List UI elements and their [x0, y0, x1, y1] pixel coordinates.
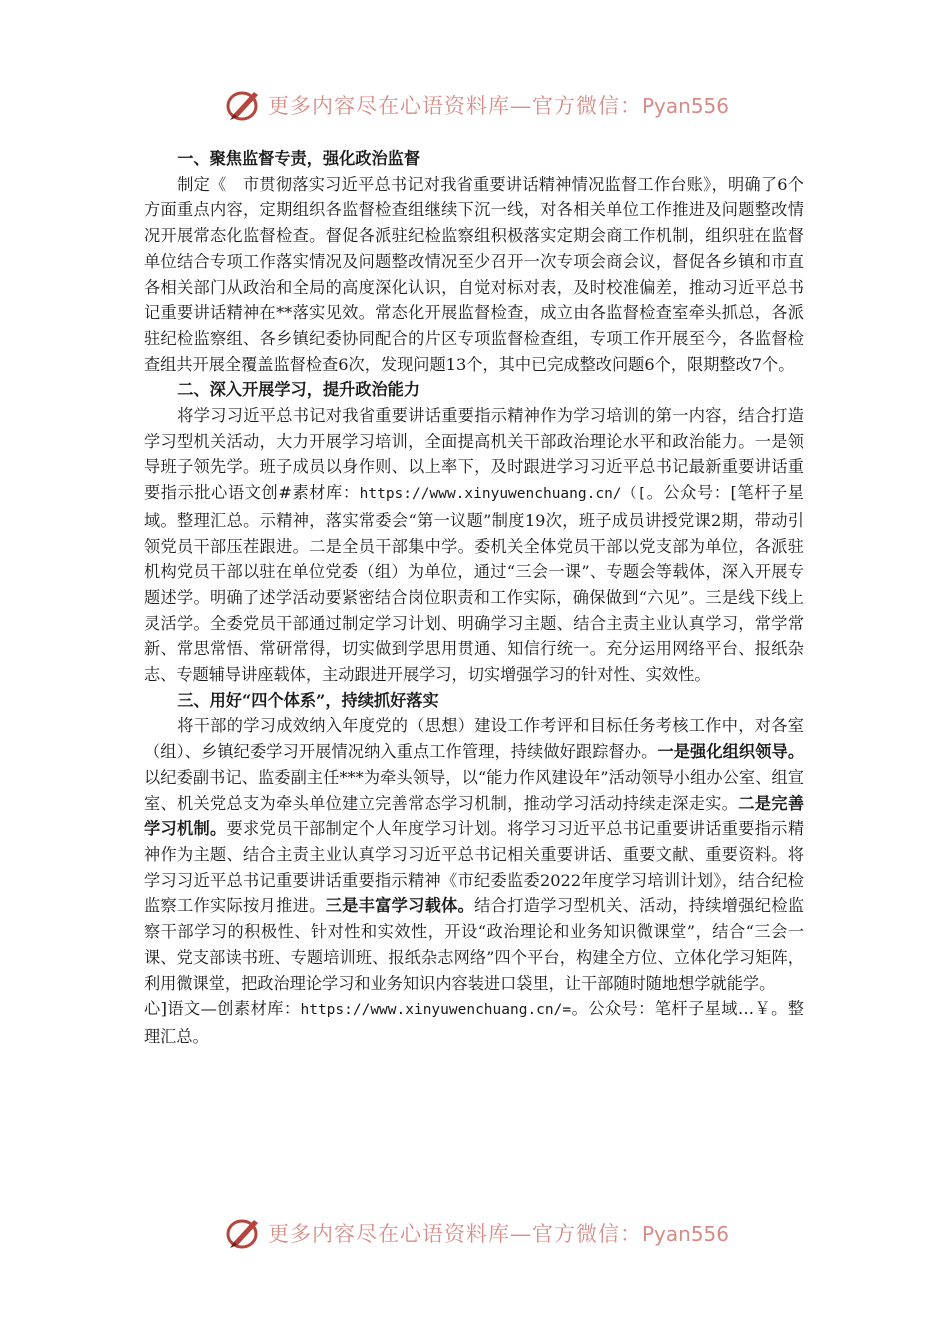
section-heading-1: 一、聚焦监督专责，强化政治监督 [177, 149, 421, 168]
tail-url: https://www.xinyuwenchuang.cn/= [300, 1002, 572, 1019]
section-heading-2: 二、深入开展学习，提升政治能力 [177, 380, 421, 400]
section-tail-3: 心]语文—创素材库：https://www.xinyuwenchuang.cn/=。公众号：笔杆子星域…￥。整理汇总。 [144, 999, 804, 1046]
keyword-3: 三是丰富学习载体。 [325, 896, 475, 916]
source-url: https://www.xinyuwenchuang.cn/（[ [359, 486, 646, 503]
banner-text: 更多内容尽在心语资料库—官方微信：Pyan556 [268, 1222, 730, 1246]
section-body-2: 将学习习近平总书记对我省重要讲话重要指示精神作为学习培训的第一内容，结合打造学习型机关活动，大力开展学习培训，全面提高机关干部政治理论水平和政治能力。一是领导班子领先学。班子成员以身作则、以上率下，及时跟进学习习近平总书记最新重要讲话重要指示批心语文创#素材库：https://www.xinyuwenchuang.cn/（[。公众号：[笔杆子星域。整理汇总。示精神，落实常委会“第一议题”制度19次，班子成员讲授党课2期，带动引领党员干部压茬跟进。二是全员干部集中学。委机关全体党员干部以党支部为单位，各派驻机构党员干部以驻在单位党委（组）为单位，通过“三会一课”、专题会等载体，深入开展专题述学。明确了述学活动要紧密结合岗位职责和工作实际，确保做到“六见”。三是线下线上灵活学。全委党员干部通过制定学习计划、明确学习主题、结合主责主业认真学习，常学常新、常思常悟、常研常得，切实做到学思用贯通、知信行统一。充分运用网络平台、报纸杂志、专题辅导讲座载体，主动跟进开展学习，切实增强学习的针对性、实效性。 [144, 406, 804, 685]
section-heading-3: 三、用好“四个体系”，持续抓好落实 [177, 690, 439, 710]
wechat-id: Pyan556 [642, 94, 730, 118]
document-body [144, 146, 804, 1050]
section-body-1: 制定《 市贯彻落实习近平总书记对我省重要讲话精神情况监督工作台账》，明确了6个方面重点内容，定期组织各监督检查组继续下沉一线，对各相关单位工作推进及问题整改情况开展常态化监督检查。督促各派驻纪检监察组积极落实定期会商工作机制，组织驻在监督单位结合专项工作落实情况及问题整改情况至少召开一次专项会商会议，督促各乡镇和市直各相关部门从政治和全局的高度深化认识，自觉对标对表，及时校准偏差，推动习近平总书记重要讲话精神在**落实见效。常态化开展监督检查，成立由各监督检查室牵头抓总，各派驻纪检监察组、各乡镇纪委协同配合的片区专项监督检查组，专项工作开展至今，各监督检查组共开展全覆盖监督检查6次，发现问题13个，其中已完成整改问题6个，限期整改7个。 [144, 174, 804, 374]
keyword-2: 二是完善学习机制。 [144, 793, 805, 839]
header-banner [0, 84, 950, 124]
pen-logo-icon [224, 86, 264, 122]
footer-banner [0, 1212, 950, 1252]
banner-text: 更多内容尽在心语资料库—官方微信：Pyan556 [268, 94, 730, 118]
section-body-3: 将干部的学习成效纳入年度党的（思想）建设工作考评和目标任务考核工作中，对各室（组）、乡镇纪委学习开展情况纳入重点工作管理，持续做好跟踪督办。一是强化组织领导。以纪委副书记、监委副主任***为牵头领导，以“能力作风建设年”活动领导小组办公室、组宣室、机关党总支为牵头单位建立完善常态学习机制，推动学习活动持续走深走实。二是完善学习机制。要求党员干部制定个人年度学习计划。将学习习近平总书记重要讲话重要指示精神作为主题、结合主责主业认真学习习近平总书记相关重要讲话、重要文献、重要资料。将学习习近平总书记重要讲话重要指示精神《市纪委监委2022年度学习培训计划》，结合纪检监察工作实际按月推进。三是丰富学习载体。结合打造学习型机关、活动，持续增强纪检监察干部学习的积极性、针对性和实效性，开设“政治理论和业务知识微课堂”，结合“三会一课、党支部读书班、专题培训班、报纸杂志网络”四个平台，构建全方位、立体化学习矩阵，利用微课堂，把政治理论学习和业务知识内容装进口袋里，让干部随时随地想学就能学。 [144, 716, 805, 993]
pen-logo-icon [224, 1214, 264, 1250]
keyword-1: 一是强化组织领导。 [657, 742, 805, 762]
wechat-id: Pyan556 [642, 1222, 730, 1246]
